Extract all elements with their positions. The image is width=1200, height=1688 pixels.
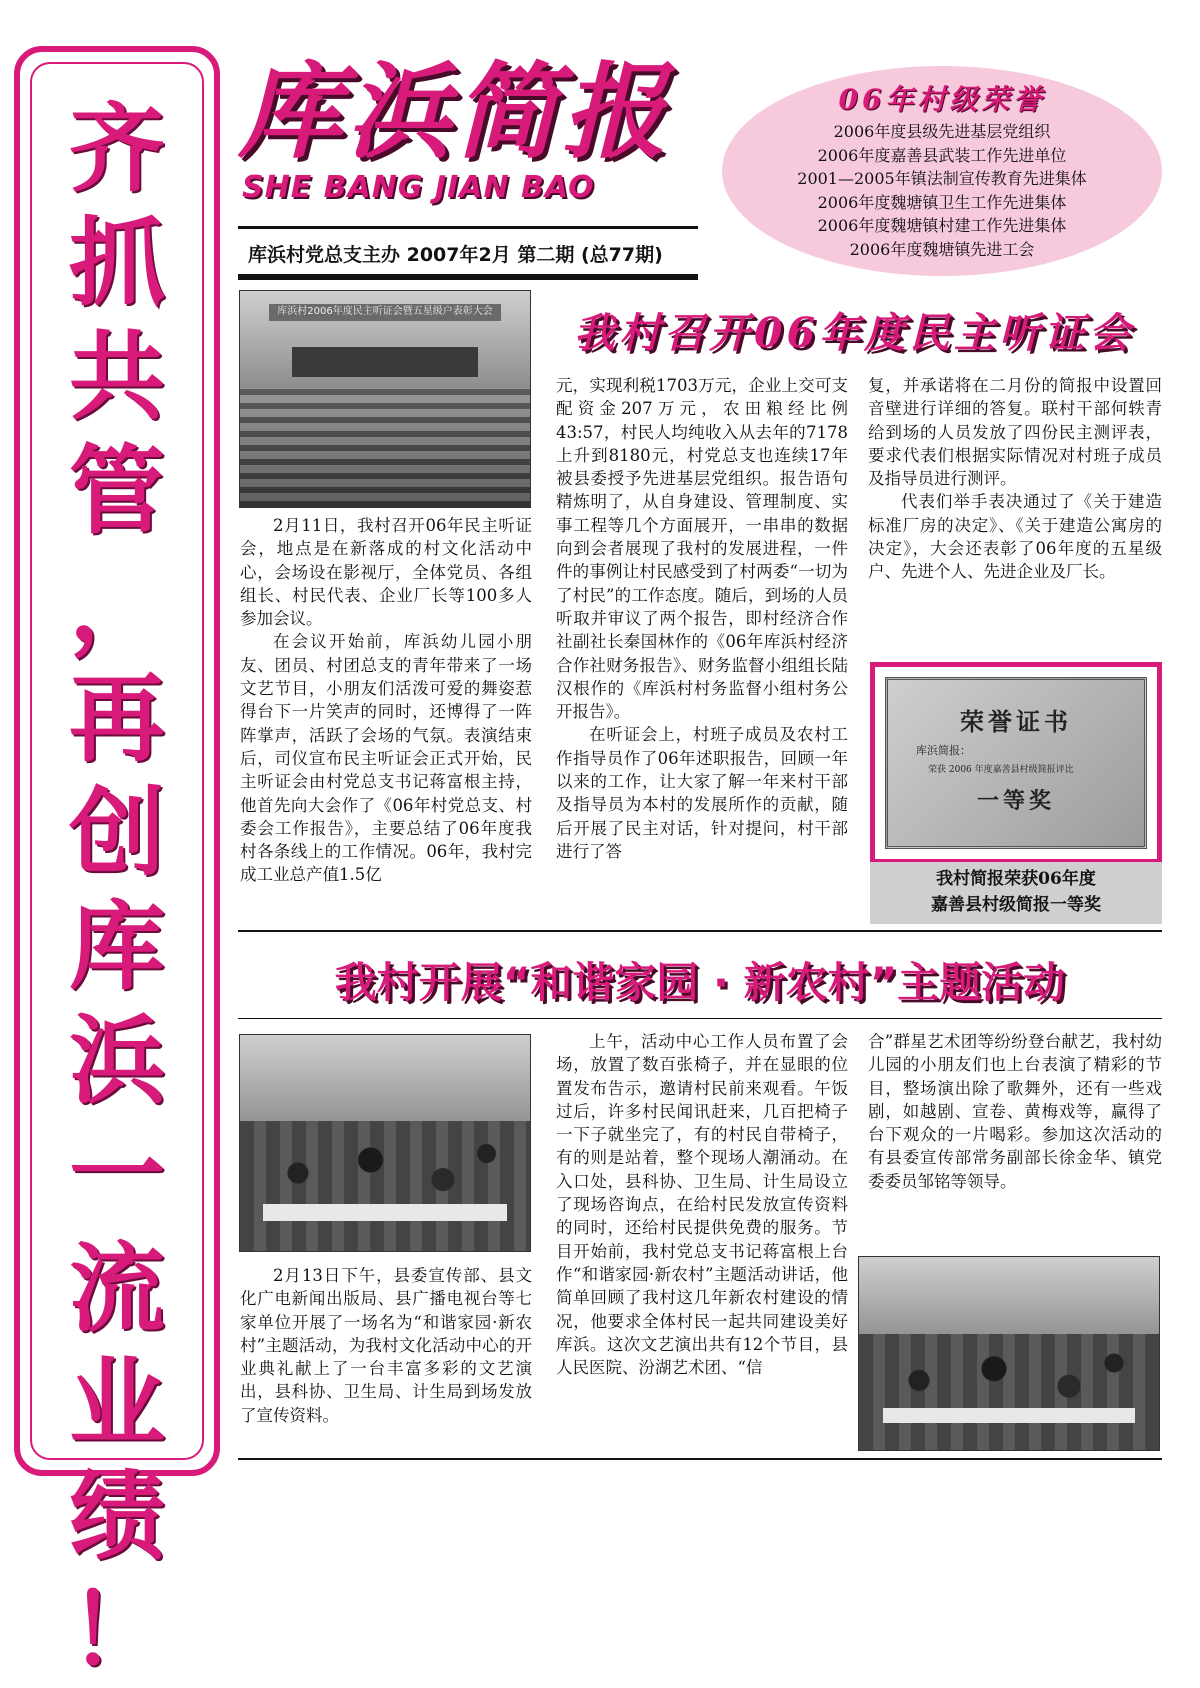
photo-table	[883, 1408, 1135, 1423]
slogan-char: 管	[69, 435, 165, 547]
article1-column-2	[556, 374, 848, 926]
slogan-char: 业	[69, 1347, 165, 1459]
honors-item: 2006年度魏塘镇先进工会	[849, 239, 1035, 259]
honors-box	[722, 66, 1162, 276]
slogan-char: 一	[69, 1119, 165, 1231]
slogan-char: ，	[69, 549, 165, 661]
slogan-char: ！	[69, 1575, 165, 1687]
headline-underline	[238, 1018, 1162, 1019]
photo-stage-table	[292, 347, 478, 377]
paragraph: 在会议开始前，库浜幼儿园小朋友、团员、村团总支的青年带来了一场文艺节目，小朋友们活泼可爱的舞姿惹得台下一片笑声的同时，还博得了一阵阵掌声，活跃了会场的气氛。表演结束后，司仪宣布民主听证会正式开始，民主听证会由村党总支书记蒋富根主持，他首先向大会作了《06年村党总支、村委会工作报告》，主要总结了06年度我村各条线上的工作情况。06年，我村完成工业总产值1.5亿	[240, 632, 532, 885]
consultation-desk-photo	[239, 1034, 531, 1252]
photo-table	[263, 1204, 507, 1221]
photo-banner-text: 库浜村2006年度民主听证会暨五星级户表彰大会	[269, 304, 501, 321]
photo-crowd	[859, 1334, 1159, 1450]
paragraph: 上午，活动中心工作人员布置了会场，放置了数百张椅子，并在显眼的位置发布告示，邀请村民前来观看。午饭过后，许多村民闻讯赶来，几百把椅子一下子就坐完了，有的村民自带椅子，有的则是站着，整个现场人潮涌动。在入口处，县科协、卫生局、计生局设立了现场咨询点，在给村民发放宣传资料的同时，还给村民提供免费的服务。节目开始前，我村党总支书记蒋富根上台作“和谐家园·新农村”主题活动讲话，他简单回顾了我村这几年新农村建设的情况，他要求全体村民一起共同建设美好库浜。这次文艺演出共有12个节目，县人民医院、汾湖艺术团、“信	[556, 1032, 848, 1378]
masthead-title: 库浜简报	[238, 50, 671, 173]
slogan-char: 绩	[69, 1461, 165, 1573]
slogan-char: 流	[69, 1233, 165, 1345]
slogan-vertical-text	[20, 92, 214, 1688]
slogan-char: 齐	[69, 93, 165, 205]
paragraph: 合”群星艺术团等纷纷登台献艺，我村幼儿园的小朋友们也上台表演了精彩的节目，整场演出除了歌舞外，还有一些戏剧，如越剧、宣卷、黄梅戏等，赢得了台下观众的一片喝彩。参加这次活动的有县委宣传部常务副部长徐金华、镇党委委员邹铭等领导。	[868, 1032, 1162, 1191]
paragraph: 代表们举手表决通过了《关于建造标准厂房的决定》、《关于建造公寓房的决定》，大会还表彰了06年度的五星级户、先进个人、先进企业及厂长。	[868, 492, 1162, 582]
certificate-title: 荣誉证书	[960, 707, 1072, 736]
certificate-caption-line: 我村简报荣获06年度	[936, 869, 1096, 889]
honors-item: 2006年度县级先进基层党组织	[833, 122, 1051, 141]
certificate-description: 荣获 2006 年度嘉善县村级简报评比	[928, 765, 1074, 775]
article1-column-1	[240, 514, 532, 924]
bottom-rule	[238, 1458, 1162, 1460]
honors-item: 2006年度魏塘镇卫生工作先进集体	[817, 192, 1067, 212]
certificate-award: 一等奖	[976, 788, 1055, 814]
paragraph: 2月11日，我村召开06年民主听证会，地点是在新落成的村文化活动中心，会场设在影视厅，全体党员、各组组长、村民代表、企业厂长等100多人参加会议。	[240, 516, 532, 629]
slogan-char: 共	[69, 321, 165, 433]
photo-audience-rows	[240, 388, 530, 507]
honors-item: 2006年度魏塘镇村建工作先进集体	[817, 216, 1067, 235]
paragraph: 元，实现利税1703万元，企业上交可支配资金207万元，农田粮经比例43:57，村民人均纯收入从去年的7178上升到8180元，村党总支也连续17年被县委授予先进基层党组织。报告语句精炼明了，从自身建设、管理制度、实事工程等几个方面展开，一串串的数据向到会者展现了我村的发展进程，一件件的事例让村民感受到了村两委“一切为了村民”的工作态度。随后，到场的人员听取并审议了两个报告，即村经济合作社副社长秦国林作的《06年库浜村经济合作社财务报告》、财务监督小组组长陆汉根作的《库浜村村务监督小组村务公开报告》。	[556, 376, 848, 722]
paragraph: 在听证会上，村班子成员及农村工作指导员作了06年述职报告，回顾一年以来的工作，让大家了解一年来村干部及指导员为本村的发展所作的贡献，随后开展了民主对话，针对提问，村干部进行了答	[556, 725, 848, 861]
paragraph: 复，并承诺将在二月份的简报中设置回音壁进行详细的答复。联村干部何轶青给到场的人员发放了四份民主测评表，要求代表们根据实际情况对村班子成员及指导员进行测评。	[868, 376, 1162, 489]
meeting-hall-photo	[239, 290, 531, 508]
article1-column-3	[868, 374, 1162, 644]
outdoor-audience-photo	[858, 1256, 1160, 1451]
issue-line: 库浜村党总支主办 2007年2月 第二期 (总77期)	[238, 232, 698, 280]
slogan-char: 再	[69, 663, 165, 775]
masthead-rule	[238, 226, 698, 229]
honors-item: 2001—2005年镇法制宣传教育先进集体	[797, 169, 1087, 188]
masthead-pinyin: SHE BANG JIAN BAO	[242, 170, 595, 205]
slogan-char: 库	[69, 891, 165, 1003]
certificate-caption	[870, 862, 1162, 924]
honors-item: 2006年度嘉善县武装工作先进单位	[817, 145, 1067, 165]
certificate-caption-line: 嘉善县村级简报一等奖	[931, 895, 1101, 915]
article2-column-2	[556, 1030, 848, 1455]
photo-people	[240, 1121, 530, 1251]
honors-title: 06年村级荣誉	[838, 83, 1046, 116]
certificate-recipient: 库浜简报：	[916, 744, 971, 757]
slogan-char: 浜	[69, 1005, 165, 1117]
article2-column-1	[240, 1264, 532, 1454]
honors-list	[722, 120, 1162, 261]
certificate-photo	[870, 662, 1162, 864]
slogan-banner	[14, 46, 220, 1687]
article1-headline: 我村召开06年度民主听证会	[573, 309, 1135, 357]
article2-headline: 我村开展“和谐家园 · 新农村”主题活动	[334, 958, 1066, 1007]
slogan-char: 抓	[69, 207, 165, 319]
article2-column-3	[868, 1030, 1162, 1250]
section-divider	[238, 930, 1162, 932]
paragraph: 2月13日下午，县委宣传部、县文化广电新闻出版局、县广播电视台等七家单位开展了一场名为“和谐家园·新农村”主题活动，为我村文化活动中心的开业典礼献上了一台丰富多彩的文艺演出，县科协、卫生局、计生局到场发放了宣传资料。	[240, 1266, 532, 1425]
certificate-inner	[885, 677, 1147, 849]
slogan-char: 创	[69, 777, 165, 889]
